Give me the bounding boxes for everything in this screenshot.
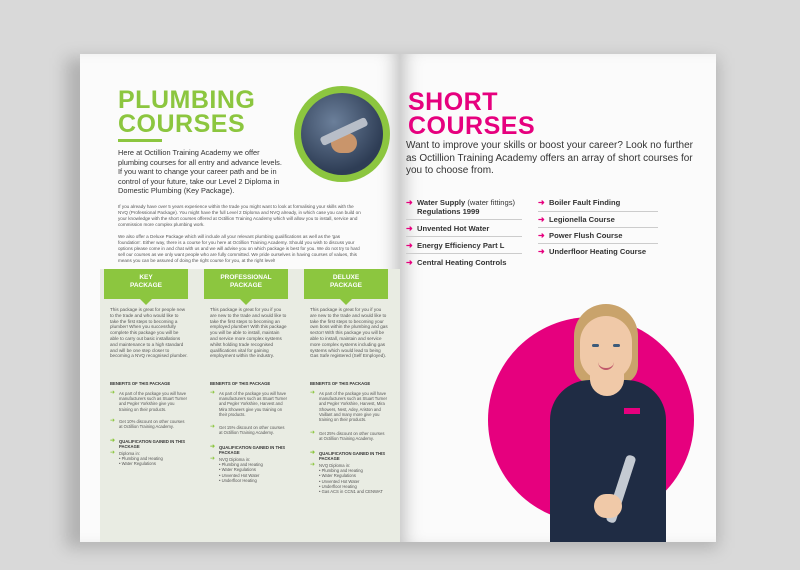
course-item: ➜ Energy Efficiency Part L [406, 241, 504, 250]
plumber-photo [301, 93, 383, 175]
package-title-line-2: PACKAGE [129, 281, 163, 289]
package-description: This package is great for you if you are new to the trade and would like to take the first steps to becoming your own boss within the plumbing and gas sector! With this package you will be able to install, maintain and service more complex systems including gas systems which would lead to being Gas Safe registered (Self Employed). [310, 307, 388, 359]
package-header [304, 269, 388, 299]
benefit-item: ➜ Get 15% discount on other courses at Octillion Training Academy. [210, 425, 288, 435]
benefit-item: ➜ As part of the package you will have manufacturers such as Stuart Turner and Pegler Yorkshire, Harvest, Mira Showers, Nest, Adey, Ariston and Vaillant and many more give you training on their products. [310, 391, 388, 422]
apprentice-photo [550, 304, 666, 542]
course-item: ➜ Boiler Fault Finding [538, 198, 620, 207]
divider [406, 236, 522, 237]
course-item: ➜ Unvented Hot Water [406, 224, 489, 233]
qualification-label: ➜ QUALIFICATION GAINED IN THIS PACKAGE [110, 439, 188, 449]
benefits-label: BENEFITS OF THIS PACKAGE [210, 381, 271, 386]
benefit-item: ➜ Get 25% discount on other courses at Octillion Training Academy. [310, 431, 388, 441]
divider [538, 227, 658, 228]
plumber-photo-circle [294, 86, 390, 182]
badge-shape [624, 408, 640, 414]
package-title-line-1: PROFESSIONAL [220, 274, 272, 281]
eye-shape [613, 344, 620, 347]
qualification-detail: ➜ NVQ Diploma in: • Plumbing and Heating • Water Regulations • Unvented Hot Water • Underfloor Heating [210, 457, 288, 483]
course-item: ➜ Underfloor Heating Course [538, 247, 646, 256]
title-line-2: COURSES [408, 112, 536, 140]
hand-shape [594, 494, 622, 518]
eye-shape [592, 344, 599, 347]
packages-panel [100, 269, 400, 542]
qualification-detail: ➜ NVQ Diploma in: • Plumbing and Heating • Water Regulations • Unvented Hot Water • Underfloor Heating • Gas ACS in CCN1 and CENWAT [310, 463, 388, 494]
title-line-2: COURSES [118, 110, 246, 138]
left-page [80, 54, 400, 542]
package-title-line-1: KEY [139, 274, 153, 281]
smile-shape [598, 362, 614, 370]
qualification-label: ➜ QUALIFICATION GAINED IN THIS PACKAGE [310, 451, 388, 461]
title-line-1: SHORT [408, 88, 498, 116]
course-item: ➜ Power Flush Course [538, 231, 622, 240]
benefits-label: BENEFITS OF THIS PACKAGE [310, 381, 371, 386]
package-title-line-1: DELUXE [332, 274, 360, 281]
plumbing-courses-title [118, 88, 255, 136]
package-description: This package is great for you if you are new to the trade and would like to take the first steps to becoming an employed plumber! With this package you will be able to install, maintain and service more complex systems whilst holding trade recognised qualifications vital for gaining employment within the industry. [210, 307, 287, 359]
course-name-line-2: Regulations 1999 [417, 207, 480, 216]
course-note: (water fittings) [465, 198, 516, 207]
course-name: Water Supply [417, 198, 466, 207]
right-page [400, 54, 716, 542]
package-header [204, 269, 288, 299]
package-description: This package is great for people new to the trade and who would like to take the first steps to becoming a plumber! When you successfully complete this package you will be able to carry out basic installations and maintenance to a high standard and will be one step closer to becoming a NVQ recognised plumber. [110, 307, 188, 359]
title-line-1: PLUMBING [118, 86, 256, 114]
divider [538, 211, 658, 212]
divider [406, 219, 522, 220]
plumbing-body-paragraph-1: If you already have over 5 years experience within the trade you might want to look at formalising your skills with the NVQ (Professional Package). You might have the full Level 2 Diploma and NVQ already, in which case you can build on your knowledge with the short courses offered at Octillion Training Academy which will allow you to install, service and commission more complex plumbing work. [118, 204, 361, 227]
package-title-line-2: PACKAGE [229, 281, 263, 289]
divider [406, 253, 522, 254]
benefits-label: BENEFITS OF THIS PACKAGE [110, 381, 171, 386]
benefit-item: ➜ As part of the package you will have manufacturers such as Stuart Turner and Pegler Yorkshire, Harvest and Mira Showers give you training on their products. [210, 391, 288, 417]
qualification-detail: ➜ Diploma in: • Plumbing and Heating • Water Regulations [110, 451, 188, 467]
face-shape [580, 316, 632, 380]
divider [538, 243, 658, 244]
package-title-line-2: PACKAGE [329, 281, 363, 289]
plumbing-body-paragraph-2: We also offer a Deluxe Package which will include all your relevant plumbing qualifications as well as the 'gas foundation'. Either way, there is a course for you here at Octillion Training Academy. Should you wish to discuss your options please come in and chat with us and we will advise you on which package is best for you. We do not try to hard sell our courses as we only want people who are fully committed. We pride ourselves in having courses of values, this means you can be assured of doing the right course for you, at the right level! [118, 234, 360, 263]
course-item: ➜ Legionella Course [538, 215, 615, 224]
qualification-label: ➜ QUALIFICATION GAINED IN THIS PACKAGE [210, 445, 288, 455]
short-courses-title [408, 90, 535, 138]
package-header [104, 269, 188, 299]
title-underline [118, 139, 162, 142]
benefit-item: ➜ Get 10% discount on other courses at Octillion Training Academy. [110, 419, 188, 429]
short-courses-intro: Want to improve your skills or boost your career? Look no further as Octillion Training Academy offers an array of short courses for you to choose from. [406, 140, 693, 177]
course-item: ➜ Central Heating Controls [406, 258, 506, 267]
plumbing-intro: Here at Octillion Training Academy we offer plumbing courses for all entry and advance levels. If you want to change your career path and be in control of your future, take our Level 2 Diploma in Domestic Plumbing (Key Package). [118, 148, 282, 195]
benefit-item: ➜ As part of the package you will have manufacturers such as Stuart Turner and Pegler Yorkshire give you training on their products. [110, 391, 188, 412]
